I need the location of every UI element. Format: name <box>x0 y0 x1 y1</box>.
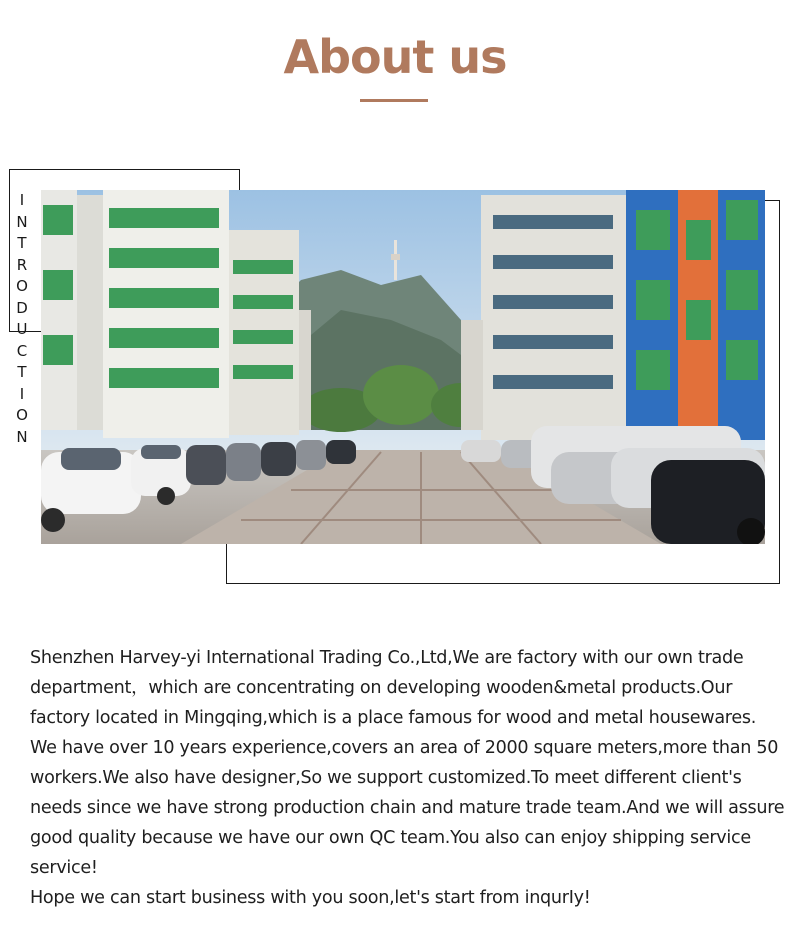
page-title: About us <box>283 30 507 84</box>
section-label-letter: I <box>19 384 25 403</box>
street-parking-illustration <box>41 190 765 544</box>
section-label-letter: O <box>16 406 28 424</box>
section-label-letter: I <box>19 191 25 209</box>
section-label-letter: R <box>16 255 28 274</box>
section-label-letter: N <box>16 427 28 446</box>
section-label-letter: T <box>17 234 27 252</box>
section-label-letter: C <box>16 341 28 360</box>
title-underline <box>360 99 428 102</box>
section-label-introduction <box>11 190 33 448</box>
section-label-letter: U <box>16 320 28 338</box>
intro-closing: Hope we can start business with you soon,let's start from inqurIy! <box>30 888 591 908</box>
street-parking-photo <box>41 190 765 544</box>
intro-text <box>30 643 785 913</box>
section-label-letter: D <box>16 298 28 317</box>
intro-paragraph: Shenzhen Harvey-yi International Trading Co.,Ltd,We are factory with our own trade department，which are concentrating on developing wooden&metal products.Our factory located in Mingqing,which is a place famous for wood and metal housewares. We have over 10 years experience,covers an area of 2000 square meters,more than 50 workers.We also have designer,So we support customized.To meet different client's needs since we have strong production chain and mature trade team.And we will assure good quality because we have our own QC team.You also can enjoy shipping service service! <box>30 648 785 878</box>
section-label-letter: T <box>17 363 27 381</box>
section-label-letter: N <box>16 212 28 231</box>
section-label-letter: O <box>16 277 28 295</box>
